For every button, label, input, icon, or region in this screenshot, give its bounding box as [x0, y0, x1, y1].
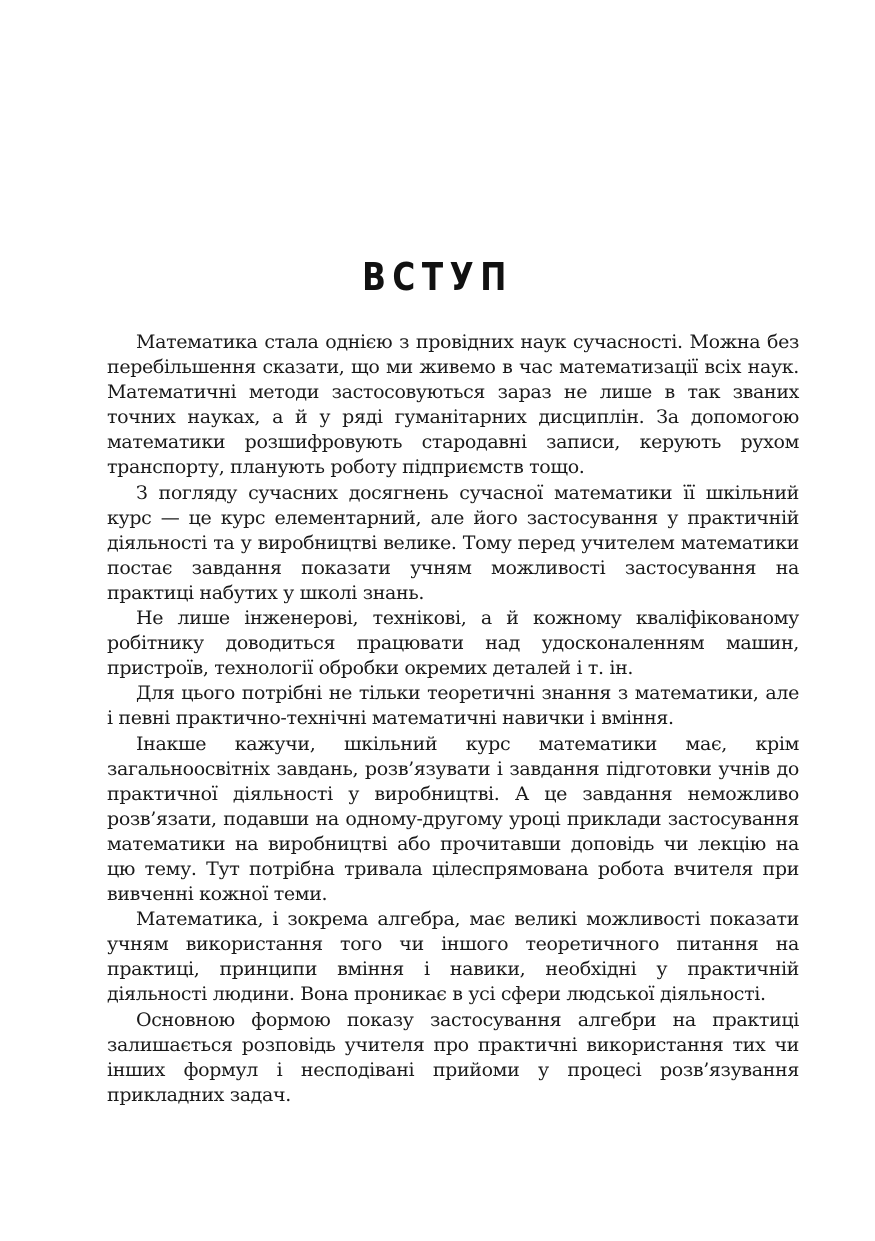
paragraph-4: Для цього потрібні не тільки теоретичні знання з математики, але і певні практично-технічні математичні навички і вміння.	[107, 682, 799, 730]
paragraph-1: Математика стала однією з провідних наук сучасності. Можна без перебільшення сказати, що ми живемо в час математизації всіх наук. Математичні методи застосовуються зараз не лише в так званих точних науках, а й у ряді гуманітарних дисциплін. За допомогою математики розшифровують стародавні записи, керують рухом транспорту, планують роботу підприємств тощо.	[107, 331, 799, 479]
body-text	[107, 330, 799, 1108]
paragraph-5: Інакше кажучи, шкільний курс математики має, крім загальноосвітніх завдань, розв’язувати і завдання підготовки учнів до практичної діяльності у виробництві. А це завдання неможливо розв’язати, подавши на одному-другому уроці приклади застосування математики на виробництві або прочитавши доповідь чи лекцію на цю тему. Тут потрібна тривала цілеспрямована робота вчителя при вивченні кожної теми.	[107, 732, 799, 906]
paragraph-6: Математика, і зокрема алгебра, має великі можливості показати учням використання того чи іншого теоретичного питання на практиці, принципи вміння і навики, необхідні у практичній діяльності людини. Вона проникає в усі сфери людської діяльності.	[107, 908, 799, 1006]
page-title: ВСТУП	[362, 255, 513, 300]
paragraph-7: Основною формою показу застосування алгебри на практиці залишається розповідь учителя про практичні використання тих чи інших формул і несподівані прийоми у процесі розв’язування прикладних задач.	[107, 1008, 799, 1106]
paragraph-3: Не лише інженерові, технікові, а й кожному кваліфікованому робітнику доводиться працювати над удосконаленням машин, пристроїв, технології обробки окремих деталей і т. ін.	[107, 607, 799, 680]
paragraph-2: З погляду сучасних досягнень сучасної математики її шкільний курс — це курс елементарний, але його застосування у практичній діяльності та у виробництві велике. Тому перед учителем математики постає завдання показати учням можливості застосування на практиці набутих у школі знань.	[107, 481, 799, 604]
